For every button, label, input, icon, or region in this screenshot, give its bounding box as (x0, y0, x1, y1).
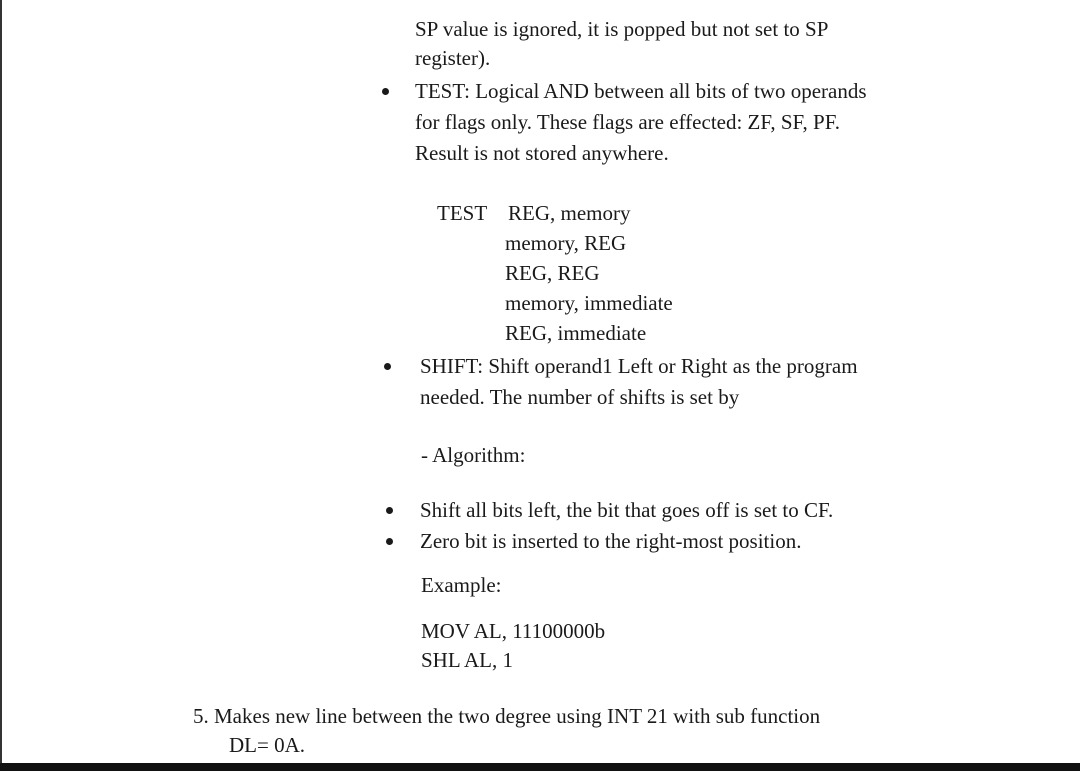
page-left-edge (0, 0, 2, 771)
test-operand-form: REG, memory (508, 201, 631, 225)
test-operand-form: memory, immediate (505, 291, 673, 315)
shift-description-line: SHIFT: Shift operand1 Left or Right as the program (420, 354, 858, 378)
test-operand-form: REG, REG (505, 261, 600, 285)
numbered-item-line: DL= 0A. (229, 733, 306, 757)
example-label: Example: (421, 573, 502, 597)
algorithm-step: Shift all bits left, the bit that goes off is set to CF. (420, 498, 834, 522)
example-code-line: MOV AL, 11100000b (421, 619, 606, 643)
numbered-item-line: 5. Makes new line between the two degree using INT 21 with sub function (193, 704, 821, 728)
test-operand-form: memory, REG (505, 231, 627, 255)
algorithm-step: Zero bit is inserted to the right-most position. (420, 529, 802, 553)
bullet-icon (384, 363, 391, 370)
screen-bottom-border (0, 763, 1080, 771)
bullet-icon (386, 538, 393, 545)
bullet-icon (382, 88, 389, 95)
shift-description-line: needed. The number of shifts is set by (420, 385, 740, 409)
intro-line: SP value is ignored, it is popped but not set to SP (415, 17, 829, 41)
test-mnemonic: TEST (437, 201, 488, 225)
test-description-line: TEST: Logical AND between all bits of two operands (415, 79, 867, 103)
test-description-line: for flags only. These flags are effected: ZF, SF, PF. (415, 110, 840, 134)
algorithm-label: - Algorithm: (421, 443, 526, 467)
test-description-line: Result is not stored anywhere. (415, 141, 669, 165)
intro-line: register). (415, 46, 491, 70)
test-operand-form: REG, immediate (505, 321, 647, 345)
example-code-line: SHL AL, 1 (421, 648, 513, 672)
bullet-icon (386, 507, 393, 514)
